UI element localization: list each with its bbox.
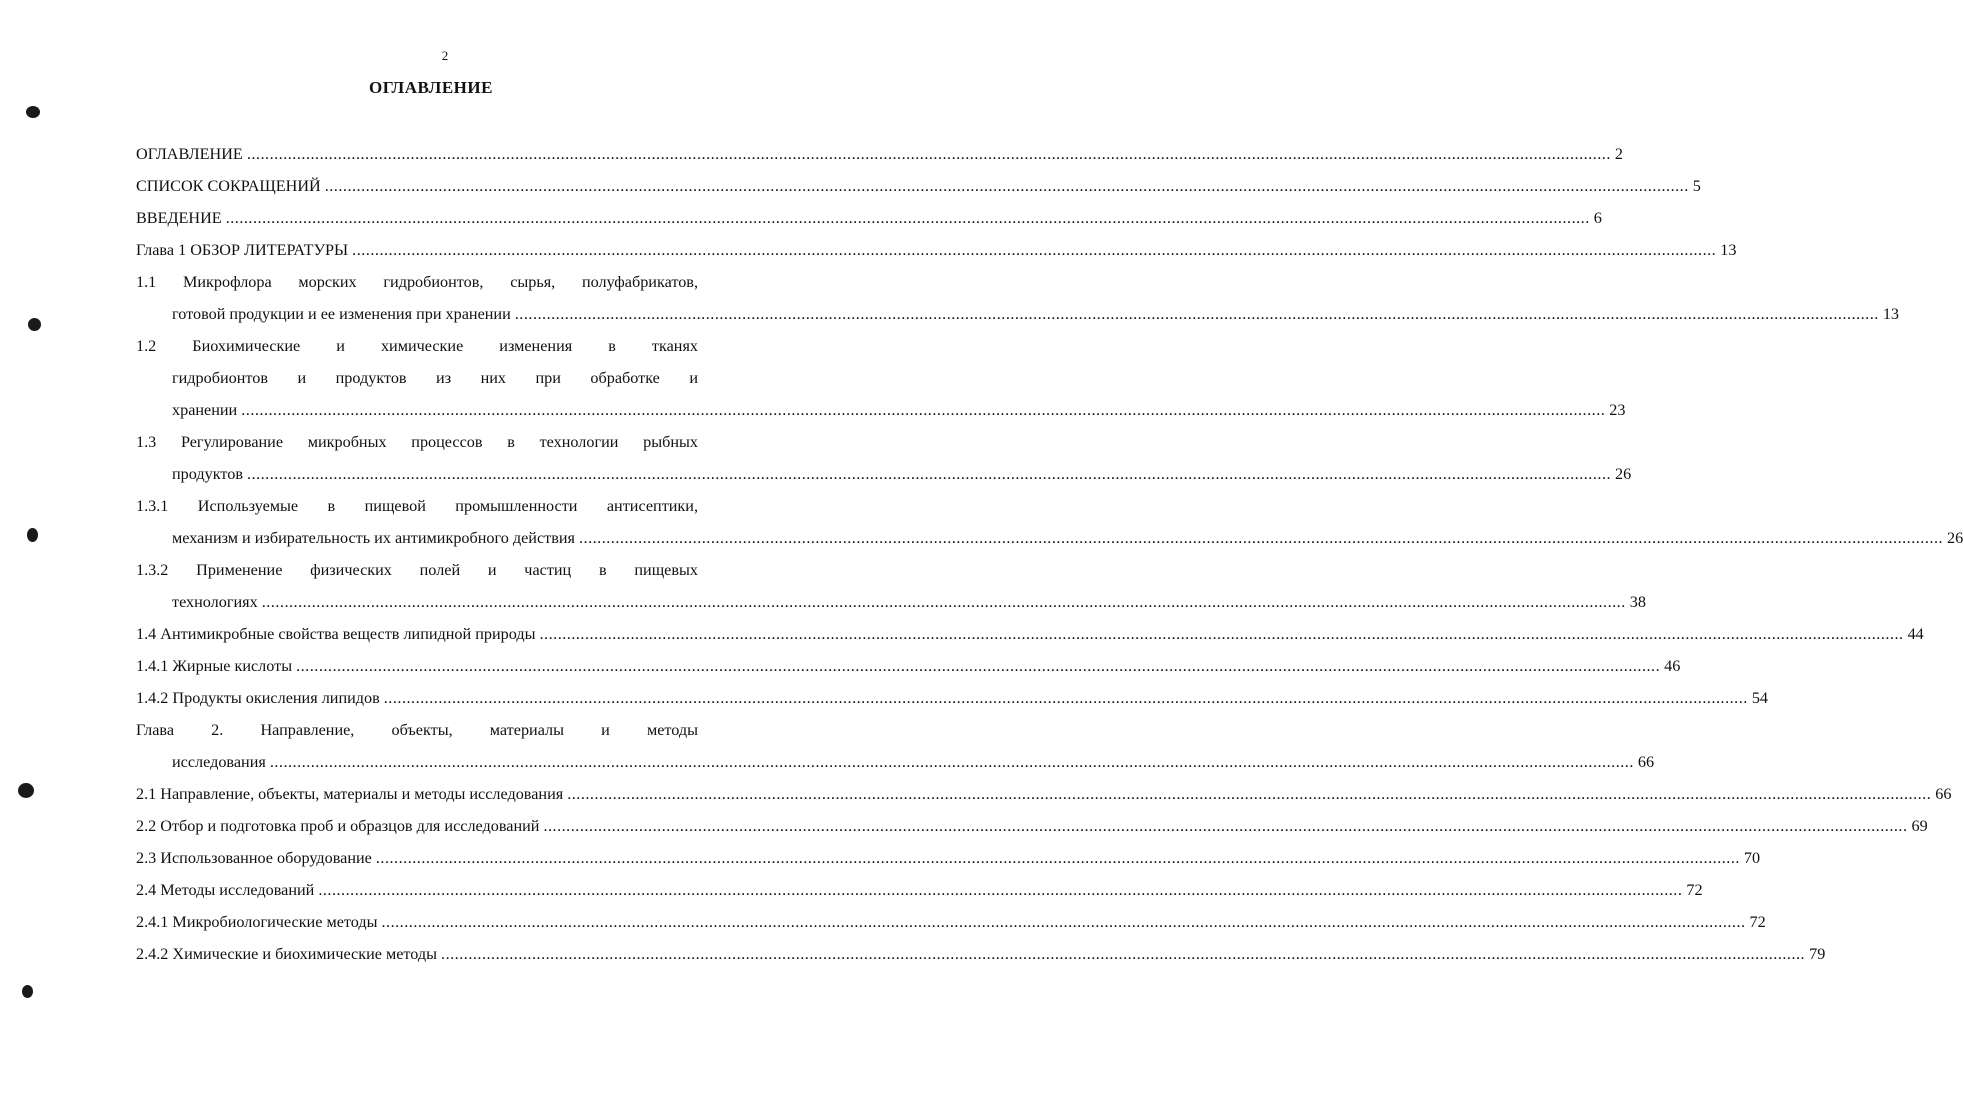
toc-page-number: 13: [1720, 241, 1737, 259]
toc-entry-text: ВВЕДЕНИЕ: [136, 209, 222, 227]
toc-entry-text: 1.4.2 Продукты окисления липидов: [136, 689, 380, 707]
toc-entry-text: 2.3 Использованное оборудование: [136, 849, 372, 867]
toc-page-number: 38: [1629, 593, 1646, 611]
toc-entry: [136, 490, 1963, 554]
page-title: ОГЛАВЛЕНИЕ: [369, 78, 493, 97]
dot-leader: ............................................................................................................................................................................................................................................................................................................: [578, 529, 1944, 547]
toc-page-number: 23: [1609, 401, 1626, 419]
toc-page-number: 66: [1637, 753, 1655, 771]
toc-entry-text: Глава 1 ОБЗОР ЛИТЕРАТУРЫ: [136, 241, 349, 259]
toc-page-number: 5: [1692, 177, 1701, 195]
toc-entry: [136, 554, 1646, 618]
toc-entry: [136, 778, 1952, 810]
toc-entry: [136, 618, 1924, 650]
dot-leader: ............................................................................................................................................................................................................................................................................................................: [296, 657, 1661, 675]
toc-page-number: 72: [1749, 913, 1766, 931]
binding-hole-mark: [28, 318, 41, 331]
dot-leader: ............................................................................................................................................................................................................................................................................................................: [246, 465, 1612, 483]
toc-entry-text: продуктов: [172, 465, 243, 483]
toc-entry: [136, 810, 1928, 842]
page-number: 2: [441, 48, 449, 63]
toc-entry: [136, 170, 1701, 202]
toc-entry-text: технологиях: [172, 593, 258, 611]
toc-entry: [136, 330, 1626, 426]
toc-page-number: 2: [1614, 145, 1623, 163]
binding-hole-mark: [26, 106, 40, 118]
dot-leader: ............................................................................................................................................................................................................................................................................................................: [375, 849, 1740, 867]
binding-hole-mark: [18, 783, 34, 798]
toc-page-number: 54: [1751, 689, 1768, 707]
toc-page-number: 72: [1686, 881, 1703, 899]
toc-page-number: 46: [1664, 657, 1681, 675]
toc-entry-text: 1.3.2 Применение физических полей и частиц в пищевых: [136, 561, 698, 579]
toc-entry-text: 1.3.1 Используемые в пищевой промышленности антисептики,: [136, 497, 698, 515]
toc-entry-text: 1.1 Микрофлора морских гидробионтов, сырья, полуфабрикатов,: [136, 273, 698, 291]
toc-entry-text: 1.2 Биохимические и химические изменения в тканях: [136, 337, 698, 355]
dot-leader: ............................................................................................................................................................................................................................................................................................................: [543, 817, 1908, 835]
toc-entry: [136, 842, 1761, 874]
table-of-contents: [136, 138, 1963, 970]
toc-entry: [136, 138, 1623, 170]
toc-page-number: 66: [1935, 785, 1952, 803]
toc-entry: [136, 426, 1632, 490]
binding-hole-mark: [22, 985, 33, 998]
toc-entry-text: готовой продукции и ее изменения при хранении: [172, 305, 511, 323]
toc-entry: [136, 266, 1899, 330]
binding-hole-mark: [27, 528, 38, 542]
toc-entry-text: 2.1 Направление, объекты, материалы и методы исследования: [136, 785, 564, 803]
toc-entry-text: Глава 2. Направление, объекты, материалы и методы: [136, 721, 698, 739]
toc-entry: [136, 714, 1655, 778]
toc-entry: [136, 682, 1768, 714]
toc-entry: [136, 650, 1681, 682]
dot-leader: ............................................................................................................................................................................................................................................................................................................: [324, 177, 1689, 195]
dot-leader: ............................................................................................................................................................................................................................................................................................................: [383, 689, 1748, 707]
toc-page-number: 26: [1947, 529, 1963, 547]
dot-leader: ............................................................................................................................................................................................................................................................................................................: [567, 785, 1932, 803]
toc-entry: [136, 938, 1826, 970]
toc-entry-text: 1.3 Регулирование микробных процессов в технологии рыбных: [136, 433, 698, 451]
dot-leader: ............................................................................................................................................................................................................................................................................................................: [261, 593, 1626, 611]
dot-leader: ............................................................................................................................................................................................................................................................................................................: [241, 401, 1606, 419]
toc-entry-text: 1.4.1 Жирные кислоты: [136, 657, 293, 675]
toc-entry-text: исследования: [172, 753, 266, 771]
dot-leader: ............................................................................................................................................................................................................................................................................................................: [318, 881, 1683, 899]
toc-entry-text: 2.2 Отбор и подготовка проб и образцов для исследований: [136, 817, 540, 835]
toc-entry: [136, 874, 1703, 906]
toc-entry-text: СПИСОК СОКРАЩЕНИЙ: [136, 177, 321, 195]
toc-page-number: 26: [1615, 465, 1632, 483]
dot-leader: ............................................................................................................................................................................................................................................................................................................: [352, 241, 1717, 259]
dot-leader: ............................................................................................................................................................................................................................................................................................................: [225, 209, 1590, 227]
toc-entry-text: 1.4 Антимикробные свойства веществ липидной природы: [136, 625, 536, 643]
toc-page-number: 69: [1911, 817, 1928, 835]
toc-entry: [136, 202, 1602, 234]
toc-page-number: 70: [1743, 849, 1761, 867]
toc-page-number: 44: [1907, 625, 1924, 643]
dot-leader: ............................................................................................................................................................................................................................................................................................................: [246, 145, 1611, 163]
dot-leader: ............................................................................................................................................................................................................................................................................................................: [269, 753, 1634, 771]
dot-leader: ............................................................................................................................................................................................................................................................................................................: [539, 625, 1904, 643]
toc-entry-text: 2.4 Методы исследований: [136, 881, 315, 899]
dot-leader: ............................................................................................................................................................................................................................................................................................................: [381, 913, 1746, 931]
toc-entry-text: механизм и избирательность их антимикробного действия: [172, 529, 575, 547]
toc-entry-text: хранении: [172, 401, 238, 419]
toc-entry-text: 2.4.2 Химические и биохимические методы: [136, 945, 438, 963]
toc-page-number: 6: [1593, 209, 1602, 227]
toc-entry: [136, 234, 1737, 266]
toc-page-number: 79: [1809, 945, 1826, 963]
toc-entry-text: гидробионтов и продуктов из них при обработке и: [172, 369, 698, 387]
toc-entry: [136, 906, 1766, 938]
toc-entry-text: 2.4.1 Микробиологические методы: [136, 913, 378, 931]
dot-leader: ............................................................................................................................................................................................................................................................................................................: [441, 945, 1806, 963]
toc-entry-text: ОГЛАВЛЕНИЕ: [136, 145, 243, 163]
dot-leader: ............................................................................................................................................................................................................................................................................................................: [514, 305, 1879, 323]
toc-page-number: 13: [1882, 305, 1899, 323]
